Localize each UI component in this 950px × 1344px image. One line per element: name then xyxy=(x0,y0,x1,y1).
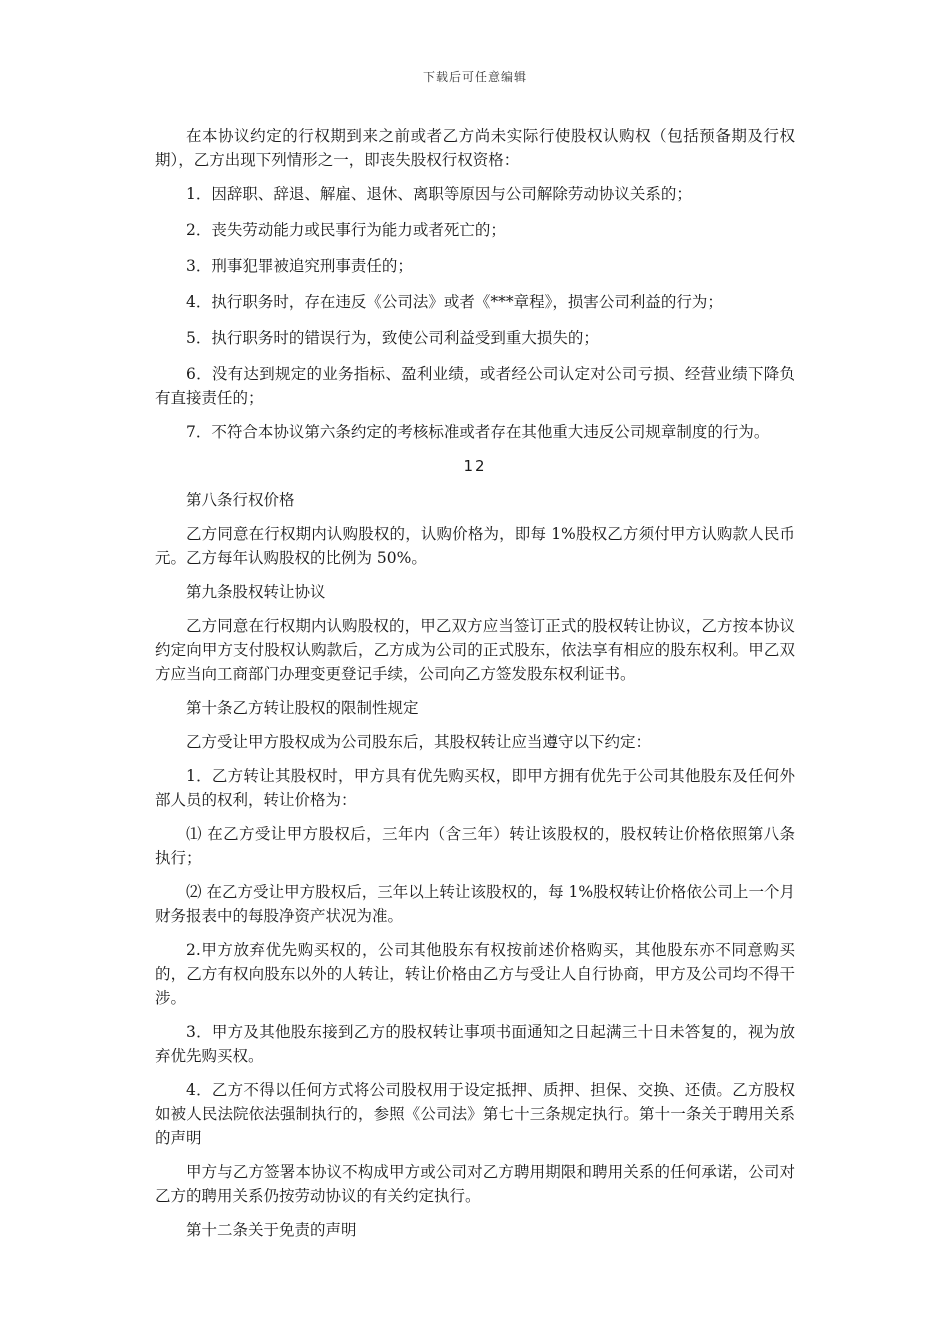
document-body xyxy=(155,124,795,1252)
list-item: 7．不符合本协议第六条约定的考核标准或者存在其他重大违反公司规章制度的行为。 xyxy=(186,423,770,441)
list-item: 5．执行职务时的错误行为，致使公司利益受到重大损失的； xyxy=(186,329,599,347)
article-8-text: 乙方同意在行权期内认购股权的，认购价格为，即每 1%股权乙方须付甲方认购款人民币元。乙方每年认购股权的比例为 50%。 xyxy=(155,525,795,567)
list-item: 2.甲方放弃优先购买权的，公司其他股东有权按前述价格购买，其他股东亦不同意购买的，乙方有权向股东以外的人转让，转让价格由乙方与受让人自行协商，甲方及公司均不得干涉。 xyxy=(155,941,795,1007)
article-10-intro: 乙方受让甲方股权成为公司股东后，其股权转让应当遵守以下约定： xyxy=(186,733,652,751)
list-item: ⑴ 在乙方受让甲方股权后，三年内（含三年）转让该股权的，股权转让价格依照第八条执行； xyxy=(155,825,795,867)
article-8-title: 第八条行权价格 xyxy=(186,491,295,509)
article-10-title: 第十条乙方转让股权的限制性规定 xyxy=(186,699,419,717)
article-12-title: 第十二条关于免责的声明 xyxy=(186,1221,357,1239)
list-item: 1．因辞职、辞退、解雇、退休、离职等原因与公司解除劳动协议关系的； xyxy=(186,185,692,203)
article-9-title: 第九条股权转让协议 xyxy=(186,583,326,601)
list-item: 4．乙方不得以任何方式将公司股权用于设定抵押、质押、担保、交换、还债。乙方股权如被人民法院依法强制执行的，参照《公司法》第七十三条规定执行。第十一条关于聘用关系的声明 xyxy=(155,1081,795,1147)
list-item: 4．执行职务时，存在违反《公司法》或者《***章程》，损害公司利益的行为； xyxy=(186,293,723,311)
list-item: 1．乙方转让其股权时，甲方具有优先购买权，即甲方拥有优先于公司其他股东及任何外部人员的权利，转让价格为： xyxy=(155,767,795,809)
page-header: 下载后可任意编辑 xyxy=(422,70,527,84)
list-item: 3．甲方及其他股东接到乙方的股权转让事项书面通知之日起满三十日未答复的，视为放弃优先购买权。 xyxy=(155,1023,795,1065)
list-item: ⑵ 在乙方受让甲方股权后，三年以上转让该股权的，每 1%股权转让价格依公司上一个月财务报表中的每股净资产状况为准。 xyxy=(155,883,795,925)
list-item: 2．丧失劳动能力或民事行为能力或者死亡的； xyxy=(186,221,506,239)
list-item: 6．没有达到规定的业务指标、盈利业绩，或者经公司认定对公司亏损、经营业绩下降负有直接责任的； xyxy=(155,365,795,407)
paragraph-intro: 在本协议约定的行权期到来之前或者乙方尚未实际行使股权认购权（包括预备期及行权期），乙方出现下列情形之一，即丧失股权行权资格： xyxy=(155,127,795,169)
article-11-text: 甲方与乙方签署本协议不构成甲方或公司对乙方聘用期限和聘用关系的任何承诺，公司对乙方的聘用关系仍按劳动协议的有关约定执行。 xyxy=(155,1163,795,1205)
list-item: 3．刑事犯罪被追究刑事责任的； xyxy=(186,257,413,275)
page-number: 12 xyxy=(463,457,487,475)
article-9-text: 乙方同意在行权期内认购股权的，甲乙双方应当签订正式的股权转让协议，乙方按本协议约定向甲方支付股权认购款后，乙方成为公司的正式股东，依法享有相应的股东权利。甲乙双方应当向工商部门办理变更登记手续，公司向乙方签发股东权利证书。 xyxy=(155,617,795,683)
